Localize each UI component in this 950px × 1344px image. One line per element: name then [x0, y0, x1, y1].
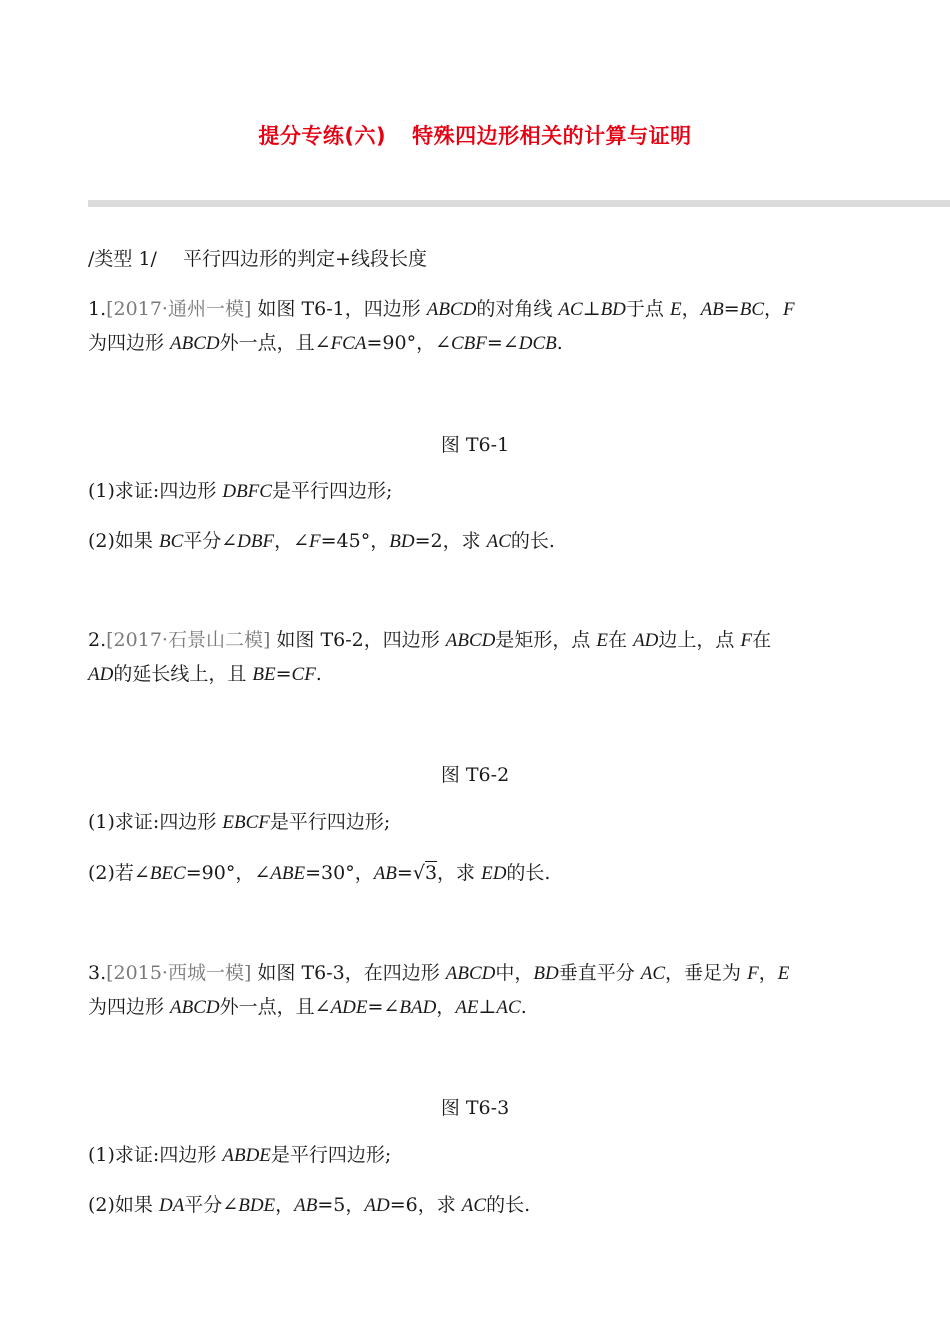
page-title — [0, 120, 950, 150]
problem-number: 2. — [88, 629, 107, 651]
problem-number: 1. — [88, 298, 107, 320]
problem-1-line-2: 为四边形 ABCD外一点，且∠FCA=90°，∠CBF=∠DCB. — [88, 332, 563, 354]
problem-3-question-1: (1)求证:四边形 ABDE是平行四边形; — [88, 1144, 392, 1166]
problem-1-line-1: 1.[2017·通州一模] 如图 T6-1，四边形 ABCD的对角线 AC⊥BD于点 E，AB=BC，F — [88, 298, 795, 320]
problem-source: [2017·石景山二模] — [106, 629, 271, 651]
problem-source: [2015·西城一模] — [106, 962, 252, 984]
problem-source: [2017·通州一模] — [106, 298, 252, 320]
problem-3-question-2: (2)如果 DA平分∠BDE，AB=5，AD=6，求 AC的长. — [88, 1194, 531, 1216]
figure-caption: 图 T6-3 — [440, 1097, 510, 1119]
section-type-label: /类型 1/ — [88, 248, 157, 270]
problem-2-line-1: 2.[2017·石景山二模] 如图 T6-2，四边形 ABCD是矩形，点 E在 AD边上，点 F在 — [88, 629, 772, 651]
header-divider — [88, 200, 950, 207]
section-heading — [88, 246, 427, 272]
problem-3-line-2: 为四边形 ABCD外一点，且∠ADE=∠BAD，AE⊥AC. — [88, 996, 527, 1018]
problem-1-question-1: (1)求证:四边形 DBFC是平行四边形; — [88, 480, 393, 502]
title-series: 提分专练(六) — [258, 124, 387, 148]
figure-caption: 图 T6-2 — [440, 764, 510, 786]
problem-2-line-2: AD的延长线上，且 BE=CF. — [88, 663, 322, 685]
problem-number: 3. — [88, 962, 107, 984]
figure-caption: 图 T6-1 — [440, 434, 510, 456]
section-type-title: 平行四边形的判定+线段长度 — [183, 248, 427, 270]
title-topic: 特殊四边形相关的计算与证明 — [412, 124, 692, 148]
problem-2-question-2: (2)若∠BEC=90°，∠ABE=30°，AB=√3，求 ED的长. — [88, 862, 551, 884]
problem-2-question-1: (1)求证:四边形 EBCF是平行四边形; — [88, 811, 391, 833]
problem-1-question-2: (2)如果 BC平分∠DBF，∠F=45°，BD=2，求 AC的长. — [88, 530, 555, 552]
problem-3-line-1: 3.[2015·西城一模] 如图 T6-3，在四边形 ABCD中，BD垂直平分 AC，垂足为 F，E — [88, 962, 790, 984]
